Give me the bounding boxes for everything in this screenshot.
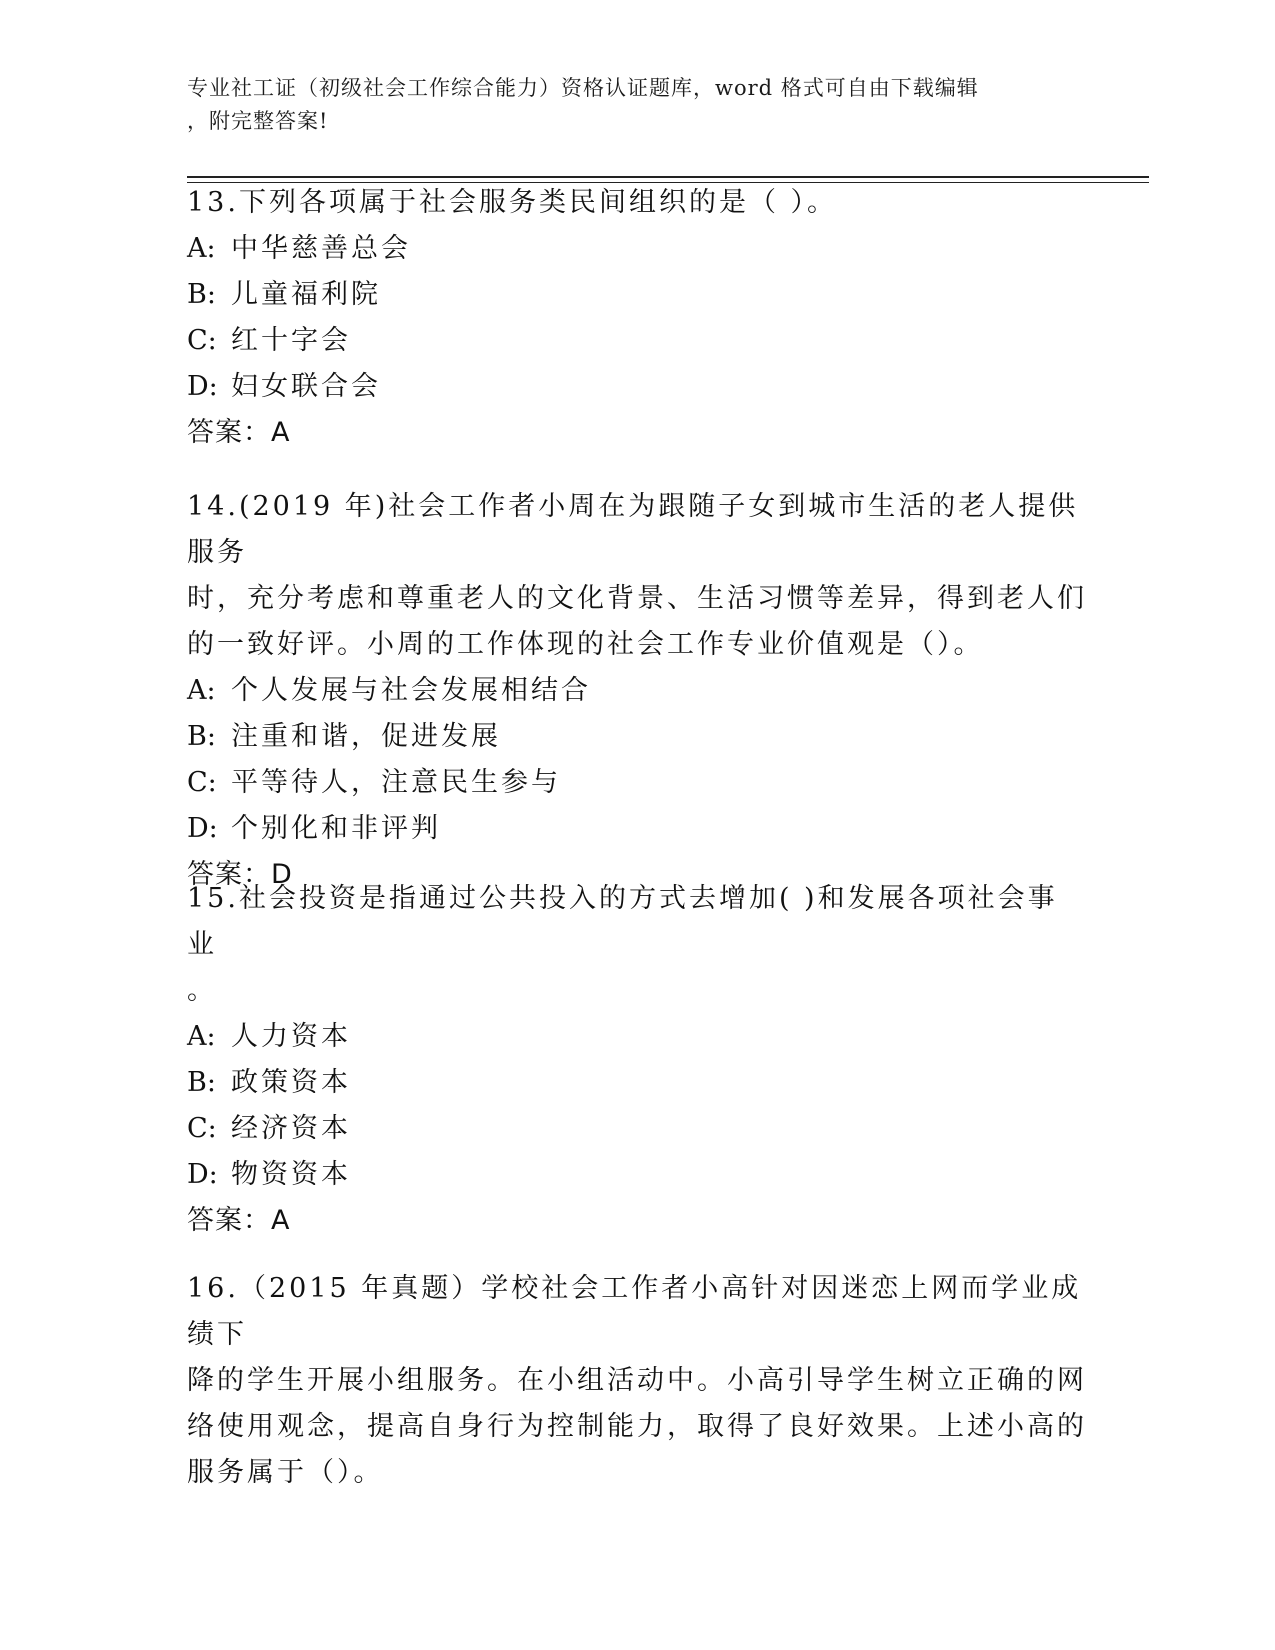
answer-line: 答案：D [187,859,293,890]
question-stem-line: 的一致好评。小周的工作体现的社会工作专业价值观是（）。 [187,629,984,660]
question-stem-line: 服务属于（）。 [187,1457,384,1488]
header-line-1: 专业社工证（初级社会工作综合能力）资格认证题库，word 格式可自由下载编辑 [187,76,979,100]
question-stem-line: 13.下列各项属于社会服务类民间组织的是（ ）。 [187,187,838,218]
option-d: D: 物资资本 [187,1159,351,1190]
question-14 [187,484,1087,898]
option-a: A: 个人发展与社会发展相结合 [187,675,591,706]
option-a: A: 人力资本 [187,1021,351,1052]
question-stem-line: 15.社会投资是指通过公共投入的方式去增加( )和发展各项社会事业 [187,883,1058,960]
option-d: D: 妇女联合会 [187,371,381,402]
question-stem-line: 时，充分考虑和尊重老人的文化背景、生活习惯等差异，得到老人们 [187,583,1087,614]
question-stem-line: 14.(2019 年)社会工作者小周在为跟随子女到城市生活的老人提供服务 [187,491,1079,568]
option-d: D: 个别化和非评判 [187,813,441,844]
question-stem-line: 络使用观念，提高自身行为控制能力，取得了良好效果。上述小高的 [187,1411,1087,1442]
question-15 [187,876,1087,1244]
header-line-2: ，附完整答案! [187,109,329,133]
option-b: B: 注重和谐，促进发展 [187,721,501,752]
option-a: A: 中华慈善总会 [187,233,411,264]
option-b: B: 儿童福利院 [187,279,381,310]
question-13 [187,180,1087,456]
question-stem-line: 。 [187,975,217,1006]
option-c: C: 平等待人，注意民生参与 [187,767,561,798]
question-stem-line: 16.（2015 年真题）学校社会工作者小高针对因迷恋上网而学业成绩下 [187,1273,1082,1350]
option-c: C: 红十字会 [187,325,351,356]
answer-line: 答案：A [187,1205,291,1236]
document-header [187,72,1067,138]
option-c: C: 经济资本 [187,1113,351,1144]
question-stem-line: 降的学生开展小组服务。在小组活动中。小高引导学生树立正确的网 [187,1365,1087,1396]
option-b: B: 政策资本 [187,1067,351,1098]
answer-line: 答案：A [187,417,291,448]
question-16 [187,1266,1087,1496]
